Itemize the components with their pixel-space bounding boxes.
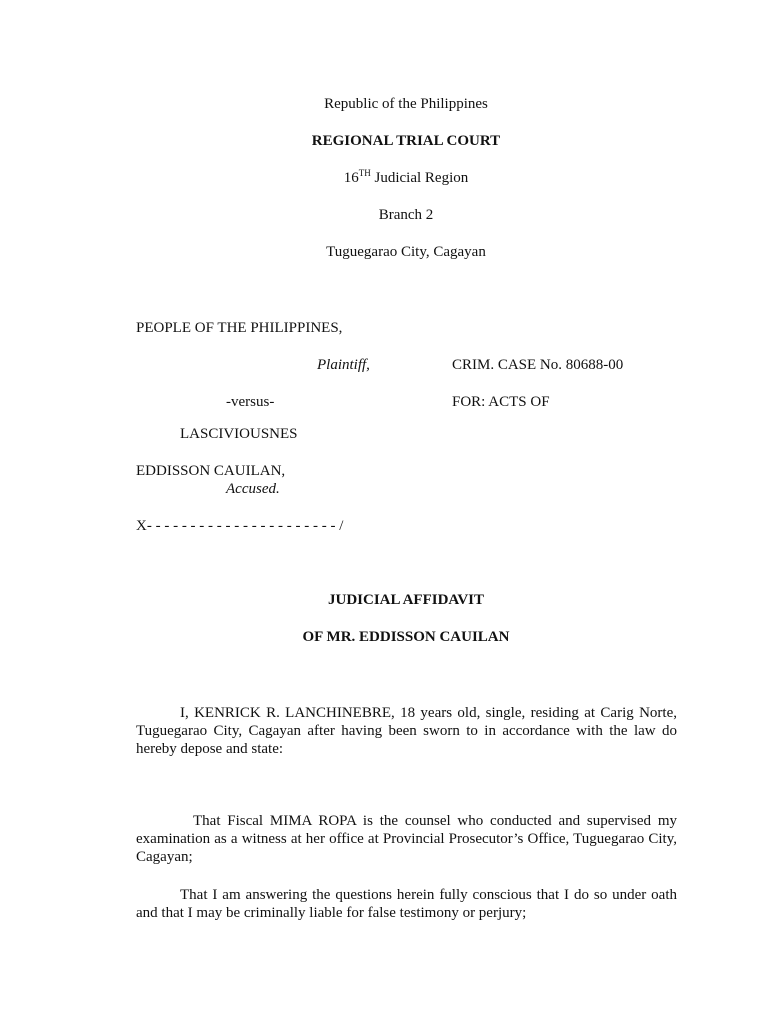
judicial-region (0, 169, 768, 187)
accused-name: EDDISSON CAUILAN, (136, 463, 286, 479)
region-ordinal: TH (358, 168, 371, 178)
paragraph-counsel-text: That Fiscal MIMA ROPA is the counsel who conducted and supervised my examination as a witness at her office at Provincial Prosecutor’s Office, Tuguegarao City, Cagayan; (136, 813, 677, 865)
branch-line: Branch 2 (378, 207, 434, 223)
offense-label: LASCIVIOUSNES (180, 426, 298, 442)
paragraph-counsel (136, 812, 677, 866)
paragraph-intro-text: I, KENRICK R. LANCHINEBRE, 18 years old, single, residing at Carig Norte, Tuguegarao City, Cagayan after having been sworn to in accordance with the law do hereby depose and state: (136, 705, 677, 757)
court-name: REGIONAL TRIAL COURT (311, 133, 501, 149)
accused-role: Accused. (226, 481, 280, 497)
region-number: 16 (343, 170, 359, 186)
case-number: CRIM. CASE No. 80688-00 (452, 357, 624, 373)
affidavit-title: JUDICIAL AFFIDAVIT (327, 592, 484, 608)
versus-label: -versus- (226, 394, 275, 410)
republic-line: Republic of the Philippines (324, 96, 488, 112)
caption-separator: X- - - - - - - - - - - - - - - - - - - - - - / (136, 518, 344, 534)
paragraph-intro (136, 704, 677, 758)
affidavit-subtitle: OF MR. EDDISSON CAUILAN (302, 629, 510, 645)
plaintiff-role: Plaintiff, (317, 357, 370, 373)
for-label: FOR: ACTS OF (452, 394, 550, 410)
city-line: Tuguegarao City, Cagayan (326, 244, 486, 260)
plaintiff-name: PEOPLE OF THE PHILIPPINES, (136, 320, 343, 336)
paragraph-oath-text: That I am answering the questions herein fully conscious that I do so under oath and that I may be criminally liable for false testimony or perjury; (136, 887, 677, 921)
paragraph-oath (136, 886, 677, 922)
region-text: Judicial Region (370, 170, 469, 186)
